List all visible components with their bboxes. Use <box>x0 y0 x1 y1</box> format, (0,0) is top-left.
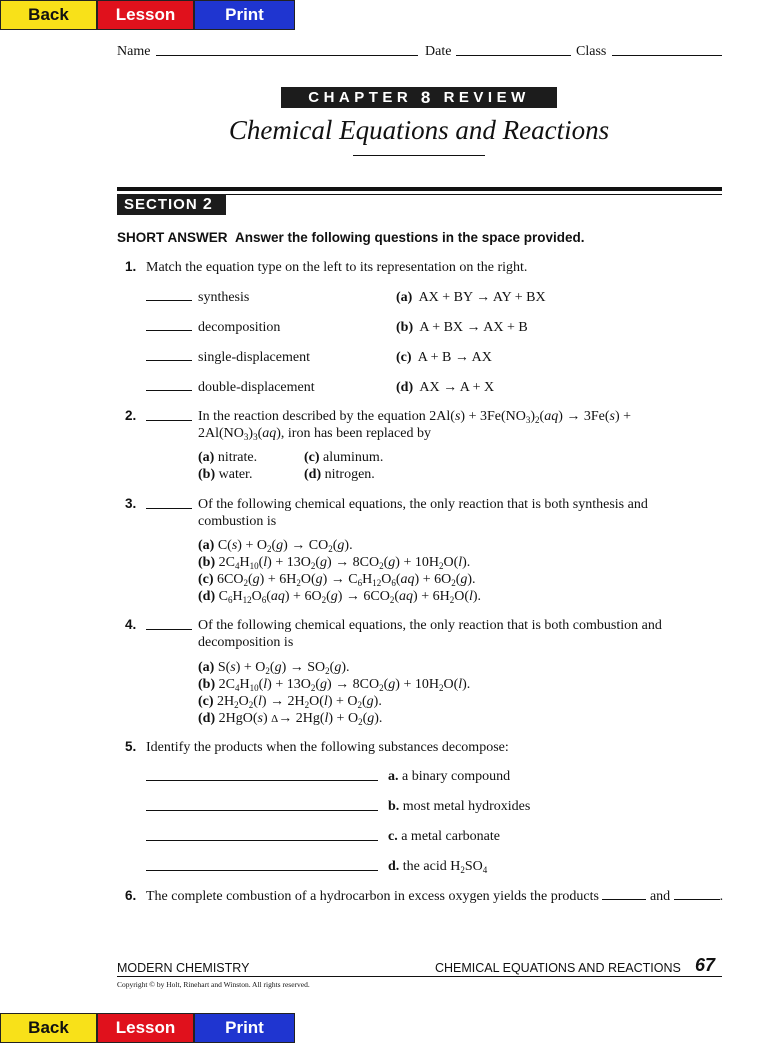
page-title: Chemical Equations and Reactions <box>228 115 610 145</box>
q4-choice-a: (a) $S(s) + O_2(g) \to SO_2(g)$. <box>198 660 350 676</box>
q2-choice-text: nitrate. <box>217 450 258 465</box>
q3-choice-a: (a) $C(s) + O_2(g) \to CO_2(g)$. <box>198 538 353 554</box>
q3-number: 3. <box>125 496 137 511</box>
q2-choice-label: (d) <box>304 467 322 482</box>
q5-item <box>388 798 530 815</box>
q6-and: and <box>649 889 671 904</box>
q4-number: 4. <box>125 617 137 632</box>
q4-choice-c: (c) $2H_2O_2(l) \to 2H_2O(l) + O_2(g)$. <box>198 694 382 710</box>
q5-prompt: Identify the products when the following substances decompose: <box>146 740 509 755</box>
instructions-heading: SHORT ANSWER <box>117 230 228 245</box>
q1-left-item: decomposition <box>198 320 281 335</box>
lesson-button-bottom[interactable]: Lesson <box>97 1013 194 1043</box>
q1-right-eq: AX + BY → AY + BX <box>418 290 546 305</box>
q1-right-item <box>396 379 494 396</box>
q6-number: 6. <box>125 888 137 903</box>
back-button-bottom[interactable]: Back <box>0 1013 97 1043</box>
q3-choice-b: (b) $2C_4H_{10}(l) + 13O_2(g) \to 8CO_2(g) + 10H_2O(l)$. <box>198 555 471 571</box>
q1-right-eq: A + B → AX <box>417 350 492 365</box>
q5-item-text: a binary compound <box>402 769 511 784</box>
lesson-button[interactable]: Lesson <box>97 0 194 30</box>
q5-item-text: a metal carbonate <box>401 829 500 844</box>
q1-right-eq: A + BX → AX + B <box>419 320 528 335</box>
q1-answer-blank[interactable] <box>146 360 192 361</box>
q1-right-item <box>396 319 528 336</box>
section-label: SECTION <box>124 196 198 213</box>
q1-right-item <box>396 349 492 366</box>
q5-item-d: d. the acid $H_2SO_4$ <box>388 859 488 875</box>
q1-left-item: synthesis <box>198 290 250 305</box>
q3-answer-blank[interactable] <box>146 508 192 509</box>
q3-choice-d: (d) $C_6H_{12}O_6(aq) + 6O_2(g) \to 6CO_2(aq) + 6H_2O(l)$. <box>198 589 482 605</box>
copyright: Copyright © by Holt, Rinehart and Winston. All rights reserved. <box>117 980 310 989</box>
q5-answer-field[interactable] <box>146 870 378 871</box>
q2-choice-label: (a) <box>198 450 215 465</box>
q4-choice-b: (b) $2C_4H_{10}(l) + 13O_2(g) \to 8CO_2(g) + 10H_2O(l)$. <box>198 677 471 693</box>
q2-choice <box>198 449 257 466</box>
q5-item-label: b. <box>388 799 400 814</box>
page-number: 67 <box>695 955 716 975</box>
q2-choice-text: water. <box>218 467 253 482</box>
name-label: Name <box>117 44 151 59</box>
section-tab <box>117 194 226 215</box>
chapter-number: 8 <box>420 87 435 107</box>
title-rule <box>353 155 485 156</box>
q2-choice-text: aluminum. <box>323 450 384 465</box>
instructions <box>117 230 585 245</box>
q1-answer-blank[interactable] <box>146 330 192 331</box>
class-field[interactable] <box>612 55 722 56</box>
q1-right-label: (b) <box>396 320 414 335</box>
q3-prompt-line1: Of the following chemical equations, the only reaction that is both synthesis and <box>198 497 648 512</box>
chapter-prefix: CHAPTER <box>308 89 413 106</box>
q2-choice <box>304 449 383 466</box>
q5-answer-field[interactable] <box>146 780 378 781</box>
q4-prompt-line1: Of the following chemical equations, the only reaction that is both combustion and <box>198 618 662 633</box>
section-number: 2 <box>202 195 213 213</box>
q1-number: 1. <box>125 259 137 274</box>
q5-answer-field[interactable] <box>146 810 378 811</box>
q1-right-eq: AX → A + X <box>419 380 495 395</box>
footer-rule <box>117 976 722 977</box>
q6-blank-1[interactable] <box>602 888 646 900</box>
instructions-text: Answer the following questions in the space provided. <box>235 230 585 245</box>
print-button-bottom[interactable]: Print <box>194 1013 295 1043</box>
footer-book-title: MODERN CHEMISTRY <box>117 961 250 975</box>
q1-answer-blank[interactable] <box>146 390 192 391</box>
q5-item-label: c. <box>388 829 398 844</box>
q5-number: 5. <box>125 739 137 754</box>
q3-choice-c: (c) $6CO_2(g) + 6H_2O(g) \to C_6H_{12}O_6(aq) + 6O_2(g)$. <box>198 572 476 588</box>
q2-choice-label: (c) <box>304 450 320 465</box>
q2-choice-label: (b) <box>198 467 216 482</box>
q1-right-label: (d) <box>396 380 414 395</box>
chapter-suffix: REVIEW <box>443 89 530 106</box>
footer-chapter-title: CHEMICAL EQUATIONS AND REACTIONS <box>435 961 681 975</box>
q6-end: . <box>719 889 724 904</box>
name-field[interactable] <box>156 55 418 56</box>
q5-item-text: most metal hydroxides <box>402 799 531 814</box>
q1-right-item <box>396 289 546 306</box>
q4-answer-blank[interactable] <box>146 629 192 630</box>
q1-answer-blank[interactable] <box>146 300 192 301</box>
q1-prompt: Match the equation type on the left to its representation on the right. <box>146 260 528 275</box>
q5-item <box>388 828 500 845</box>
class-label: Class <box>576 44 607 59</box>
section-thick-rule <box>117 187 722 191</box>
q1-right-label: (a) <box>396 290 413 305</box>
q4-choice-d: (d) 2HgO(s) $\Delta\to 2Hg(l) + O_2(g)$. <box>198 711 383 727</box>
q5-item-label: a. <box>388 769 399 784</box>
print-button[interactable]: Print <box>194 0 295 30</box>
q2-answer-blank[interactable] <box>146 420 192 421</box>
q2-choice <box>198 466 252 483</box>
q4-prompt-line2: decomposition is <box>198 635 294 650</box>
q2-prompt: In the reaction described by the equation $2Al(s) + 3Fe(NO_3)_2(aq) \to 3Fe(s)$ + $2Al(NO_3)_3(aq)$, iron has been replaced by <box>198 409 632 442</box>
back-button[interactable]: Back <box>0 0 97 30</box>
q1-right-label: (c) <box>396 350 412 365</box>
q1-left-item: double-displacement <box>198 380 315 395</box>
q3-prompt-line2: combustion is <box>198 514 277 529</box>
q2-number: 2. <box>125 408 137 423</box>
date-label: Date <box>425 44 452 59</box>
q5-answer-field[interactable] <box>146 840 378 841</box>
q1-left-item: single-displacement <box>198 350 310 365</box>
q2-choice-text: nitrogen. <box>324 467 375 482</box>
q6-blank-2[interactable] <box>674 888 720 900</box>
q2-choice <box>304 466 375 483</box>
q6-prompt <box>146 888 723 905</box>
q6-text: The complete combustion of a hydrocarbon in excess oxygen yields the products <box>146 889 599 904</box>
date-field[interactable] <box>456 55 571 56</box>
q5-item <box>388 768 510 785</box>
chapter-banner <box>281 87 557 108</box>
